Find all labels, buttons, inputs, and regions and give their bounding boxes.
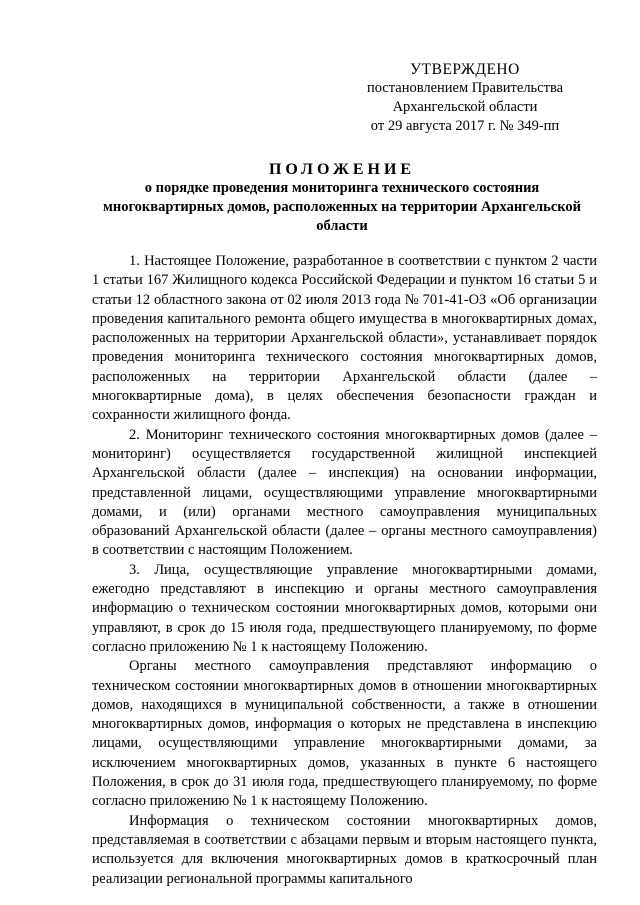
document-title — [92, 160, 592, 236]
approval-heading: УТВЕРЖДЕНО — [410, 61, 520, 78]
paragraph-2: 2. Мониторинг технического состояния многоквартирных домов (далее – мониторинг) осуществляется государственной жилищной инспекцией Архангельской области (далее – инспекция) на основании информации, представленной лицами, осуществляющими управление многоквартирными домами, и (или) органами местного самоуправления муниципальных образований Архангельской области (далее – органы местного самоуправления) в соответствии с настоящим Положением. — [92, 426, 597, 559]
title-main: ПОЛОЖЕНИЕ — [268, 161, 416, 178]
paragraph-3: 3. Лица, осуществляющие управление многоквартирными домами, ежегодно представляют в инспекцию и органы местного самоуправления информацию о техническом состоянии многоквартирных домов, которыми они управляют, в срок до 15 июля года, предшествующего планируемому, по форме согласно приложению № 1 к настоящему Положению. — [92, 561, 597, 655]
paragraph-5: Информация о техническом состоянии многоквартирных домов, представляемая в соответствии с абзацами первым и вторым настоящего пункта, используется для включения многоквартирных домов в краткосрочный план реализации региональной программы капитального — [92, 812, 597, 887]
approval-line-1: постановлением Правительства — [366, 80, 564, 96]
approval-line-2: Архангельской области — [392, 99, 538, 115]
paragraph-4: Органы местного самоуправления представляют информацию о техническом состоянии многоквартирных домов в отношении многоквартирных домов, находящихся в муниципальной собственности, а также в отношении многоквартирных домов, информация о которых не представлена в инспекцию лицами, осуществляющими управление многоквартирными домами, за исключением многоквартирных домов, указанных в пункте 6 настоящего Положения, в срок до 31 июля года, предшествующего планируемому, по форме согласно приложению № 1 к настоящему Положению. — [92, 658, 597, 810]
paragraph-1: 1. Настоящее Положение, разработанное в соответствии с пунктом 2 части 1 статьи 167 Жилищного кодекса Российской Федерации и пунктом 16 статьи 5 и статьи 12 областного закона от 02 июля 2013 года № 701-41-ОЗ «Об организации проведения капитального ремонта общего имущества в многоквартирных домах, расположенных на территории Архангельской области», устанавливает порядок проведения мониторинга технического состояния многоквартирных домов, расположенных на территории Архангельской области (далее – многоквартирные дома), в целях обеспечения безопасности граждан и сохранности жилищного фонда. — [92, 253, 597, 424]
approval-stamp — [350, 60, 580, 136]
document-body — [92, 252, 597, 889]
approval-line-3: от 29 августа 2017 г. № 349-пп — [370, 118, 560, 134]
title-subtitle: о порядке проведения мониторинга технического состояния многоквартирных домов, расположенных на территории Архангельской области — [102, 180, 582, 234]
